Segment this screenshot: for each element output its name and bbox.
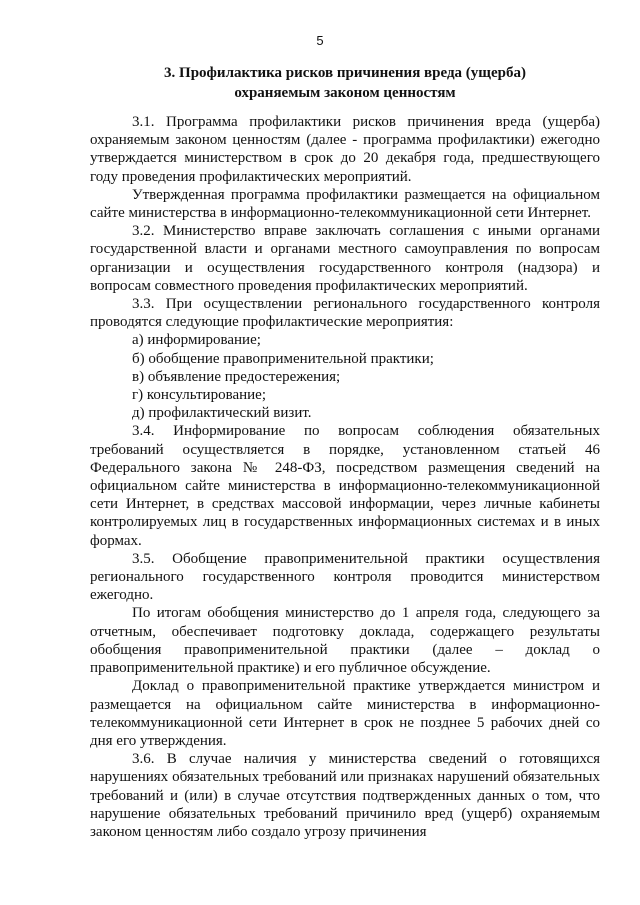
paragraph-program-published: Утвержденная программа профилактики размещается на официальном сайте министерства в информационно-телекоммуникационной сети Интернет. — [90, 186, 600, 222]
paragraph-3-4: 3.4. Информирование по вопросам соблюдения обязательных требований осуществляется в порядке, установленном статьей 46 Федерального закона № 248-ФЗ, посредством размещения сведений на официальном сайте министерства в информационно-телекоммуникационной сети Интернет, в средствах массовой информации, через личные кабинеты контролируемых лиц в государственных информационных системах и в иных формах. — [90, 423, 600, 549]
section-heading-line-1: 3. Профилактика рисков причинения вреда (ущерба) — [164, 65, 526, 81]
list-item: д) профилактический визит. — [132, 405, 312, 422]
paragraph-3-3: 3.3. При осуществлении регионального государственного контроля проводятся следующие профилактические мероприятия: — [90, 296, 600, 331]
list-item: в) объявление предостережения; — [132, 368, 341, 385]
document-body — [90, 113, 600, 841]
paragraph-3-2: 3.2. Министерство вправе заключать соглашения с иными органами государственной власти и органами местного самоуправления по вопросам организации и осуществления государственного контроля (надзора) и вопросам совместного проведения профилактических мероприятий. — [90, 223, 600, 294]
paragraph-report-approval: Доклад о правоприменительной практике утверждается министром и размещается на официальном сайте министерства в информационно-телекоммуникационной сети Интернет в срок не позднее 5 рабочих дней со дня его утверждения. — [90, 678, 600, 749]
list-item: б) обобщение правоприменительной практики; — [132, 350, 434, 367]
section-heading — [90, 63, 600, 103]
paragraph-3-5: 3.5. Обобщение правоприменительной практики осуществления регионального государственного контроля проводится министерством ежегодно. — [90, 550, 600, 604]
page-number: 5 — [316, 33, 324, 48]
paragraph-3-1: 3.1. Программа профилактики рисков причинения вреда (ущерба) охраняемым законом ценностям (далее - программа профилактики) ежегодно утверждается министерством в срок до 20 декабря года, предшествующего году проведения профилактических мероприятий. — [90, 114, 600, 185]
paragraph-3-6: 3.6. В случае наличия у министерства сведений о готовящихся нарушениях обязательных требований или признаках нарушений обязательных требований и (или) в случае отсутствия подтвержденных данных о том, что нарушение обязательных требований причинило вред (ущерб) охраняемым законом ценностям либо создало угрозу причинения — [90, 751, 600, 840]
section-heading-line-2: охраняемым законом ценностям — [234, 85, 456, 101]
list-item: г) консультирование; — [132, 387, 267, 404]
paragraph-report-preparation: По итогам обобщения министерство до 1 апреля года, следующего за отчетным, обеспечивает подготовку доклада, содержащего результаты обобщения правоприменительной практики (далее – доклад о правоприменительной практике) и его публичное обсуждение. — [90, 605, 600, 677]
list-item: а) информирование; — [132, 332, 261, 349]
